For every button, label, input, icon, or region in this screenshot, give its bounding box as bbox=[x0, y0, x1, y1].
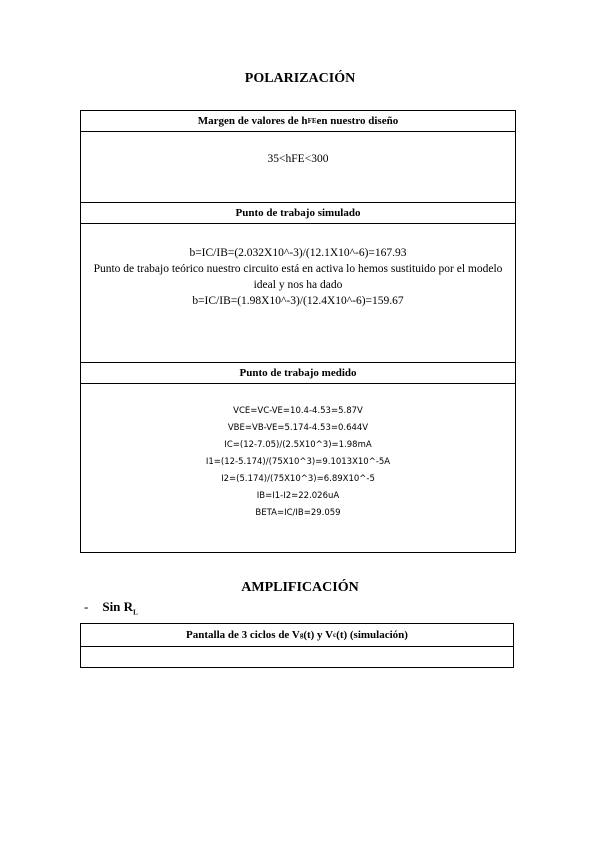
sin-rl-bullet bbox=[84, 599, 138, 617]
pantalla-h3: (t) (simulación) bbox=[336, 629, 408, 641]
medido-line-2: VBE=VB-VE=5.174-4.53=0.644V bbox=[227, 423, 369, 433]
margen-header-post: en nuestro diseño bbox=[316, 115, 399, 127]
pantalla-h2: (t) y V bbox=[303, 629, 334, 641]
pantalla-body bbox=[81, 647, 513, 667]
amplificacion-title: AMPLIFICACIÓN bbox=[241, 580, 359, 595]
pantalla-table bbox=[80, 623, 514, 668]
medido-line-7: BETA=IC/IB=29.059 bbox=[255, 508, 341, 518]
simulado-line-1: b=IC/IB=(2.032X10^-3)/(12.1X10^-6)=167.93 bbox=[189, 247, 407, 259]
polarizacion-table bbox=[80, 110, 516, 553]
bullet-label: Sin R bbox=[102, 599, 134, 614]
margen-header bbox=[81, 111, 515, 132]
medido-header bbox=[81, 362, 515, 384]
medido-line-5: I2=(5.174)/(75X10^3)=6.89X10^-5 bbox=[221, 474, 375, 484]
simulado-header bbox=[81, 202, 515, 224]
medido-line-6: IB=I1-I2=22.026uA bbox=[256, 491, 340, 501]
pantalla-header bbox=[81, 624, 513, 647]
medido-line-3: IC=(12-7.05)/(2.5X10^3)=1.98mA bbox=[224, 440, 372, 450]
pantalla-h1-sub: g bbox=[299, 631, 304, 639]
medido-line-1: VCE=VC-VE=10.4-4.53=5.87V bbox=[233, 406, 363, 416]
margen-value: 35<hFE<300 bbox=[267, 153, 329, 165]
simulado-line-3: b=IC/IB=(1.98X10^-3)/(12.4X10^-6)=159.67 bbox=[192, 295, 404, 307]
margen-header-sub: FE bbox=[307, 117, 317, 125]
simulado-body bbox=[81, 224, 515, 362]
bullet-dash: - bbox=[84, 599, 89, 614]
simulado-line-2: Punto de trabajo teórico nuestro circuito está en activa lo hemos sustituido por el modelo ideal y nos ha dado bbox=[93, 263, 503, 291]
medido-body bbox=[81, 384, 515, 522]
margen-body bbox=[81, 132, 515, 202]
medido-header-label: Punto de trabajo medido bbox=[239, 367, 357, 379]
bullet-sub: L bbox=[133, 608, 138, 617]
pantalla-h2-sub: c bbox=[333, 631, 337, 639]
polarizacion-title: POLARIZACIÓN bbox=[244, 71, 356, 86]
pantalla-h1: Pantalla de 3 ciclos de V bbox=[186, 629, 300, 641]
medido-line-4: I1=(12-5.174)/(75X10^3)=9.1013X10^-5A bbox=[205, 457, 391, 467]
simulado-header-label: Punto de trabajo simulado bbox=[235, 207, 361, 219]
margen-header-pre: Margen de valores de h bbox=[197, 115, 308, 127]
